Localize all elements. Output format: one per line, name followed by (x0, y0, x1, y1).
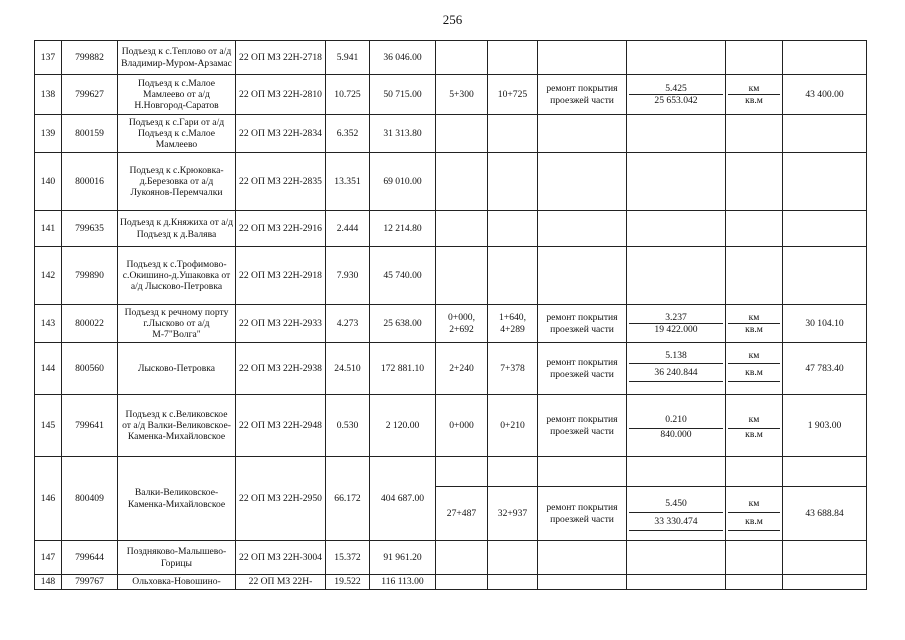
work-type: ремонт покрытия проезжей части (538, 75, 627, 115)
road-cost: 69 010.00 (370, 153, 436, 211)
km-end (488, 575, 538, 590)
road-length: 6.352 (326, 115, 370, 153)
km-end (488, 153, 538, 211)
table-row (35, 153, 867, 211)
volume-cell (627, 153, 726, 211)
work-type: ремонт покрытия проезжей части (538, 343, 627, 395)
road-name: Ольховка-Новошино- (118, 575, 236, 590)
road-code: 800022 (62, 305, 118, 343)
table-row (35, 305, 867, 343)
repair-total: 43 688.84 (783, 487, 867, 541)
work-type: ремонт покрытия проезжей части (538, 395, 627, 457)
unit-cell (726, 395, 783, 457)
row-number: 137 (35, 41, 62, 75)
unit-km: км (748, 82, 760, 94)
work-type (538, 541, 627, 575)
work-type (538, 153, 627, 211)
unit-cell (726, 305, 783, 343)
km-start (436, 247, 488, 305)
km-start: 27+487 (436, 487, 488, 541)
repair-total: 30 104.10 (783, 305, 867, 343)
road-id: 22 ОП МЗ 22Н-3004 (236, 541, 326, 575)
road-length: 66.172 (326, 457, 370, 541)
volume-km: 5.138 (665, 350, 687, 362)
table-row (35, 75, 867, 115)
km-start: 0+000 (436, 395, 488, 457)
road-code: 800159 (62, 115, 118, 153)
repair-total (783, 41, 867, 75)
road-cost: 91 961.20 (370, 541, 436, 575)
unit-area: кв.м (728, 324, 780, 336)
road-code: 800560 (62, 343, 118, 395)
work-type-blank (538, 457, 627, 487)
table-row (35, 395, 867, 457)
unit-km: км (748, 350, 760, 362)
work-type (538, 115, 627, 153)
repair-total: 43 400.00 (783, 75, 867, 115)
repair-total: 47 783.40 (783, 343, 867, 395)
road-name: Подъезд к с.Теплово от а/д Владимир-Муром-Арзамас (118, 41, 236, 75)
road-name: Подъезд к с.Великовское от а/д Валки-Великовское-Каменка-Михайловское (118, 395, 236, 457)
road-code: 799890 (62, 247, 118, 305)
unit-km: км (748, 311, 760, 323)
road-id: 22 ОП МЗ 22Н-2718 (236, 41, 326, 75)
unit-cell (726, 575, 783, 590)
road-id: 22 ОП МЗ 22Н-2918 (236, 247, 326, 305)
unit-cell (726, 487, 783, 541)
road-name: Лысково-Петровка (118, 343, 236, 395)
repair-total (783, 541, 867, 575)
unit-area: кв.м (728, 95, 780, 107)
volume-cell (627, 115, 726, 153)
km-start (436, 541, 488, 575)
unit-area: кв.м (728, 513, 780, 531)
volume-blank (627, 457, 726, 487)
unit-km: км (748, 413, 760, 425)
road-code: 800016 (62, 153, 118, 211)
repair-total-blank (783, 457, 867, 487)
road-length: 4.273 (326, 305, 370, 343)
km-start (436, 211, 488, 247)
road-length: 24.510 (326, 343, 370, 395)
repair-total (783, 247, 867, 305)
work-type: ремонт покрытия проезжей части (538, 305, 627, 343)
road-length: 15.372 (326, 541, 370, 575)
volume-km: 5.425 (665, 82, 687, 94)
km-end (488, 247, 538, 305)
road-cost: 50 715.00 (370, 75, 436, 115)
km-start: 2+240 (436, 343, 488, 395)
km-start (436, 153, 488, 211)
road-name: Подъезд к д.Княжиха от а/д Подъезд к д.Валява (118, 211, 236, 247)
km-end: 10+725 (488, 75, 538, 115)
km-end (488, 211, 538, 247)
km-end: 1+640, 4+289 (488, 305, 538, 343)
work-type (538, 247, 627, 305)
unit-cell (726, 541, 783, 575)
work-type (538, 575, 627, 590)
work-type (538, 211, 627, 247)
km-end (488, 41, 538, 75)
road-length: 10.725 (326, 75, 370, 115)
volume-km: 0.210 (665, 413, 687, 425)
road-cost: 45 740.00 (370, 247, 436, 305)
row-number: 138 (35, 75, 62, 115)
work-type (538, 41, 627, 75)
road-id: 22 ОП МЗ 22Н- (236, 575, 326, 590)
road-code: 800409 (62, 457, 118, 541)
volume-cell (627, 395, 726, 457)
volume-area: 33 330.474 (629, 513, 723, 531)
volume-cell (627, 75, 726, 115)
road-length: 13.351 (326, 153, 370, 211)
row-number: 141 (35, 211, 62, 247)
road-id: 22 ОП МЗ 22Н-2950 (236, 457, 326, 541)
road-code: 799882 (62, 41, 118, 75)
km-end: 0+210 (488, 395, 538, 457)
road-code: 799644 (62, 541, 118, 575)
volume-spacer (629, 382, 723, 389)
road-code: 799635 (62, 211, 118, 247)
road-name: Поздняково-Малышево-Горицы (118, 541, 236, 575)
road-name: Подъезд к речному порту г.Лысково от а/д М-7"Волга" (118, 305, 236, 343)
volume-area: 36 240.844 (629, 364, 723, 382)
road-code: 799627 (62, 75, 118, 115)
road-name: Подъезд к с.Крюковка-д.Березовка от а/д Лукоянов-Перемчалки (118, 153, 236, 211)
road-id: 22 ОП МЗ 22Н-2938 (236, 343, 326, 395)
km-end (488, 541, 538, 575)
volume-cell (627, 211, 726, 247)
repair-total: 1 903.00 (783, 395, 867, 457)
volume-cell (627, 575, 726, 590)
page-number: 256 (442, 12, 463, 27)
road-id: 22 ОП МЗ 22Н-2916 (236, 211, 326, 247)
road-name: Подъезд к с.Малое Мамлеево от а/д Н.Новгород-Саратов (118, 75, 236, 115)
road-cost: 172 881.10 (370, 343, 436, 395)
unit-area: кв.м (728, 429, 780, 441)
road-id: 22 ОП МЗ 22Н-2810 (236, 75, 326, 115)
unit-cell (726, 343, 783, 395)
unit-cell (726, 41, 783, 75)
road-cost: 31 313.80 (370, 115, 436, 153)
km-start: 0+000, 2+692 (436, 305, 488, 343)
road-code: 799767 (62, 575, 118, 590)
km-end: 32+937 (488, 487, 538, 541)
road-cost: 404 687.00 (370, 457, 436, 541)
road-length: 5.941 (326, 41, 370, 75)
unit-area: кв.м (728, 364, 780, 382)
road-code: 799641 (62, 395, 118, 457)
row-number: 146 (35, 457, 62, 541)
km-start: 5+300 (436, 75, 488, 115)
km-start (436, 575, 488, 590)
row-number: 144 (35, 343, 62, 395)
unit-cell (726, 115, 783, 153)
unit-spacer (728, 382, 780, 389)
volume-km: 5.450 (665, 498, 687, 510)
repair-total (783, 153, 867, 211)
volume-spacer (629, 531, 723, 532)
road-cost: 36 046.00 (370, 41, 436, 75)
row-number: 148 (35, 575, 62, 590)
work-type: ремонт покрытия проезжей части (538, 487, 627, 541)
road-id: 22 ОП МЗ 22Н-2948 (236, 395, 326, 457)
repair-total (783, 115, 867, 153)
road-id: 22 ОП МЗ 22Н-2933 (236, 305, 326, 343)
row-number: 147 (35, 541, 62, 575)
road-length: 19.522 (326, 575, 370, 590)
volume-area: 25 653.042 (629, 95, 723, 107)
volume-cell (627, 305, 726, 343)
road-length: 7.930 (326, 247, 370, 305)
unit-cell (726, 211, 783, 247)
km-end-blank (488, 457, 538, 487)
km-start (436, 41, 488, 75)
km-start (436, 115, 488, 153)
table-row (35, 41, 867, 75)
road-id: 22 ОП МЗ 22Н-2834 (236, 115, 326, 153)
row-number: 139 (35, 115, 62, 153)
table-row (35, 457, 867, 487)
volume-area: 19 422.000 (629, 324, 723, 336)
row-number: 143 (35, 305, 62, 343)
km-start-blank (436, 457, 488, 487)
repair-total (783, 575, 867, 590)
repair-total (783, 211, 867, 247)
km-end (488, 115, 538, 153)
unit-cell (726, 153, 783, 211)
table-row (35, 211, 867, 247)
volume-cell (627, 247, 726, 305)
table-row (35, 343, 867, 395)
road-cost: 2 120.00 (370, 395, 436, 457)
table-row (35, 575, 867, 590)
road-cost: 25 638.00 (370, 305, 436, 343)
road-name: Подъезд к с.Гари от а/д Подъезд к с.Малое Мамлеево (118, 115, 236, 153)
unit-spacer (728, 531, 780, 532)
unit-blank (726, 457, 783, 487)
road-length: 0.530 (326, 395, 370, 457)
unit-cell (726, 75, 783, 115)
row-number: 140 (35, 153, 62, 211)
road-name: Подъезд к с.Трофимово-с.Окишино-д.Ушаковка от а/д Лысково-Петровка (118, 247, 236, 305)
km-end: 7+378 (488, 343, 538, 395)
unit-km: км (748, 498, 760, 510)
volume-cell (627, 541, 726, 575)
table-row (35, 115, 867, 153)
road-repair-table (34, 40, 867, 590)
volume-cell (627, 487, 726, 541)
volume-area: 840.000 (629, 429, 723, 441)
road-name: Валки-Великовское-Каменка-Михайловское (118, 457, 236, 541)
row-number: 142 (35, 247, 62, 305)
road-cost: 12 214.80 (370, 211, 436, 247)
volume-cell (627, 343, 726, 395)
table-row (35, 541, 867, 575)
unit-cell (726, 247, 783, 305)
road-length: 2.444 (326, 211, 370, 247)
table-row (35, 247, 867, 305)
road-id: 22 ОП МЗ 22Н-2835 (236, 153, 326, 211)
road-cost: 116 113.00 (370, 575, 436, 590)
volume-km: 3.237 (665, 311, 687, 323)
volume-cell (627, 41, 726, 75)
row-number: 145 (35, 395, 62, 457)
